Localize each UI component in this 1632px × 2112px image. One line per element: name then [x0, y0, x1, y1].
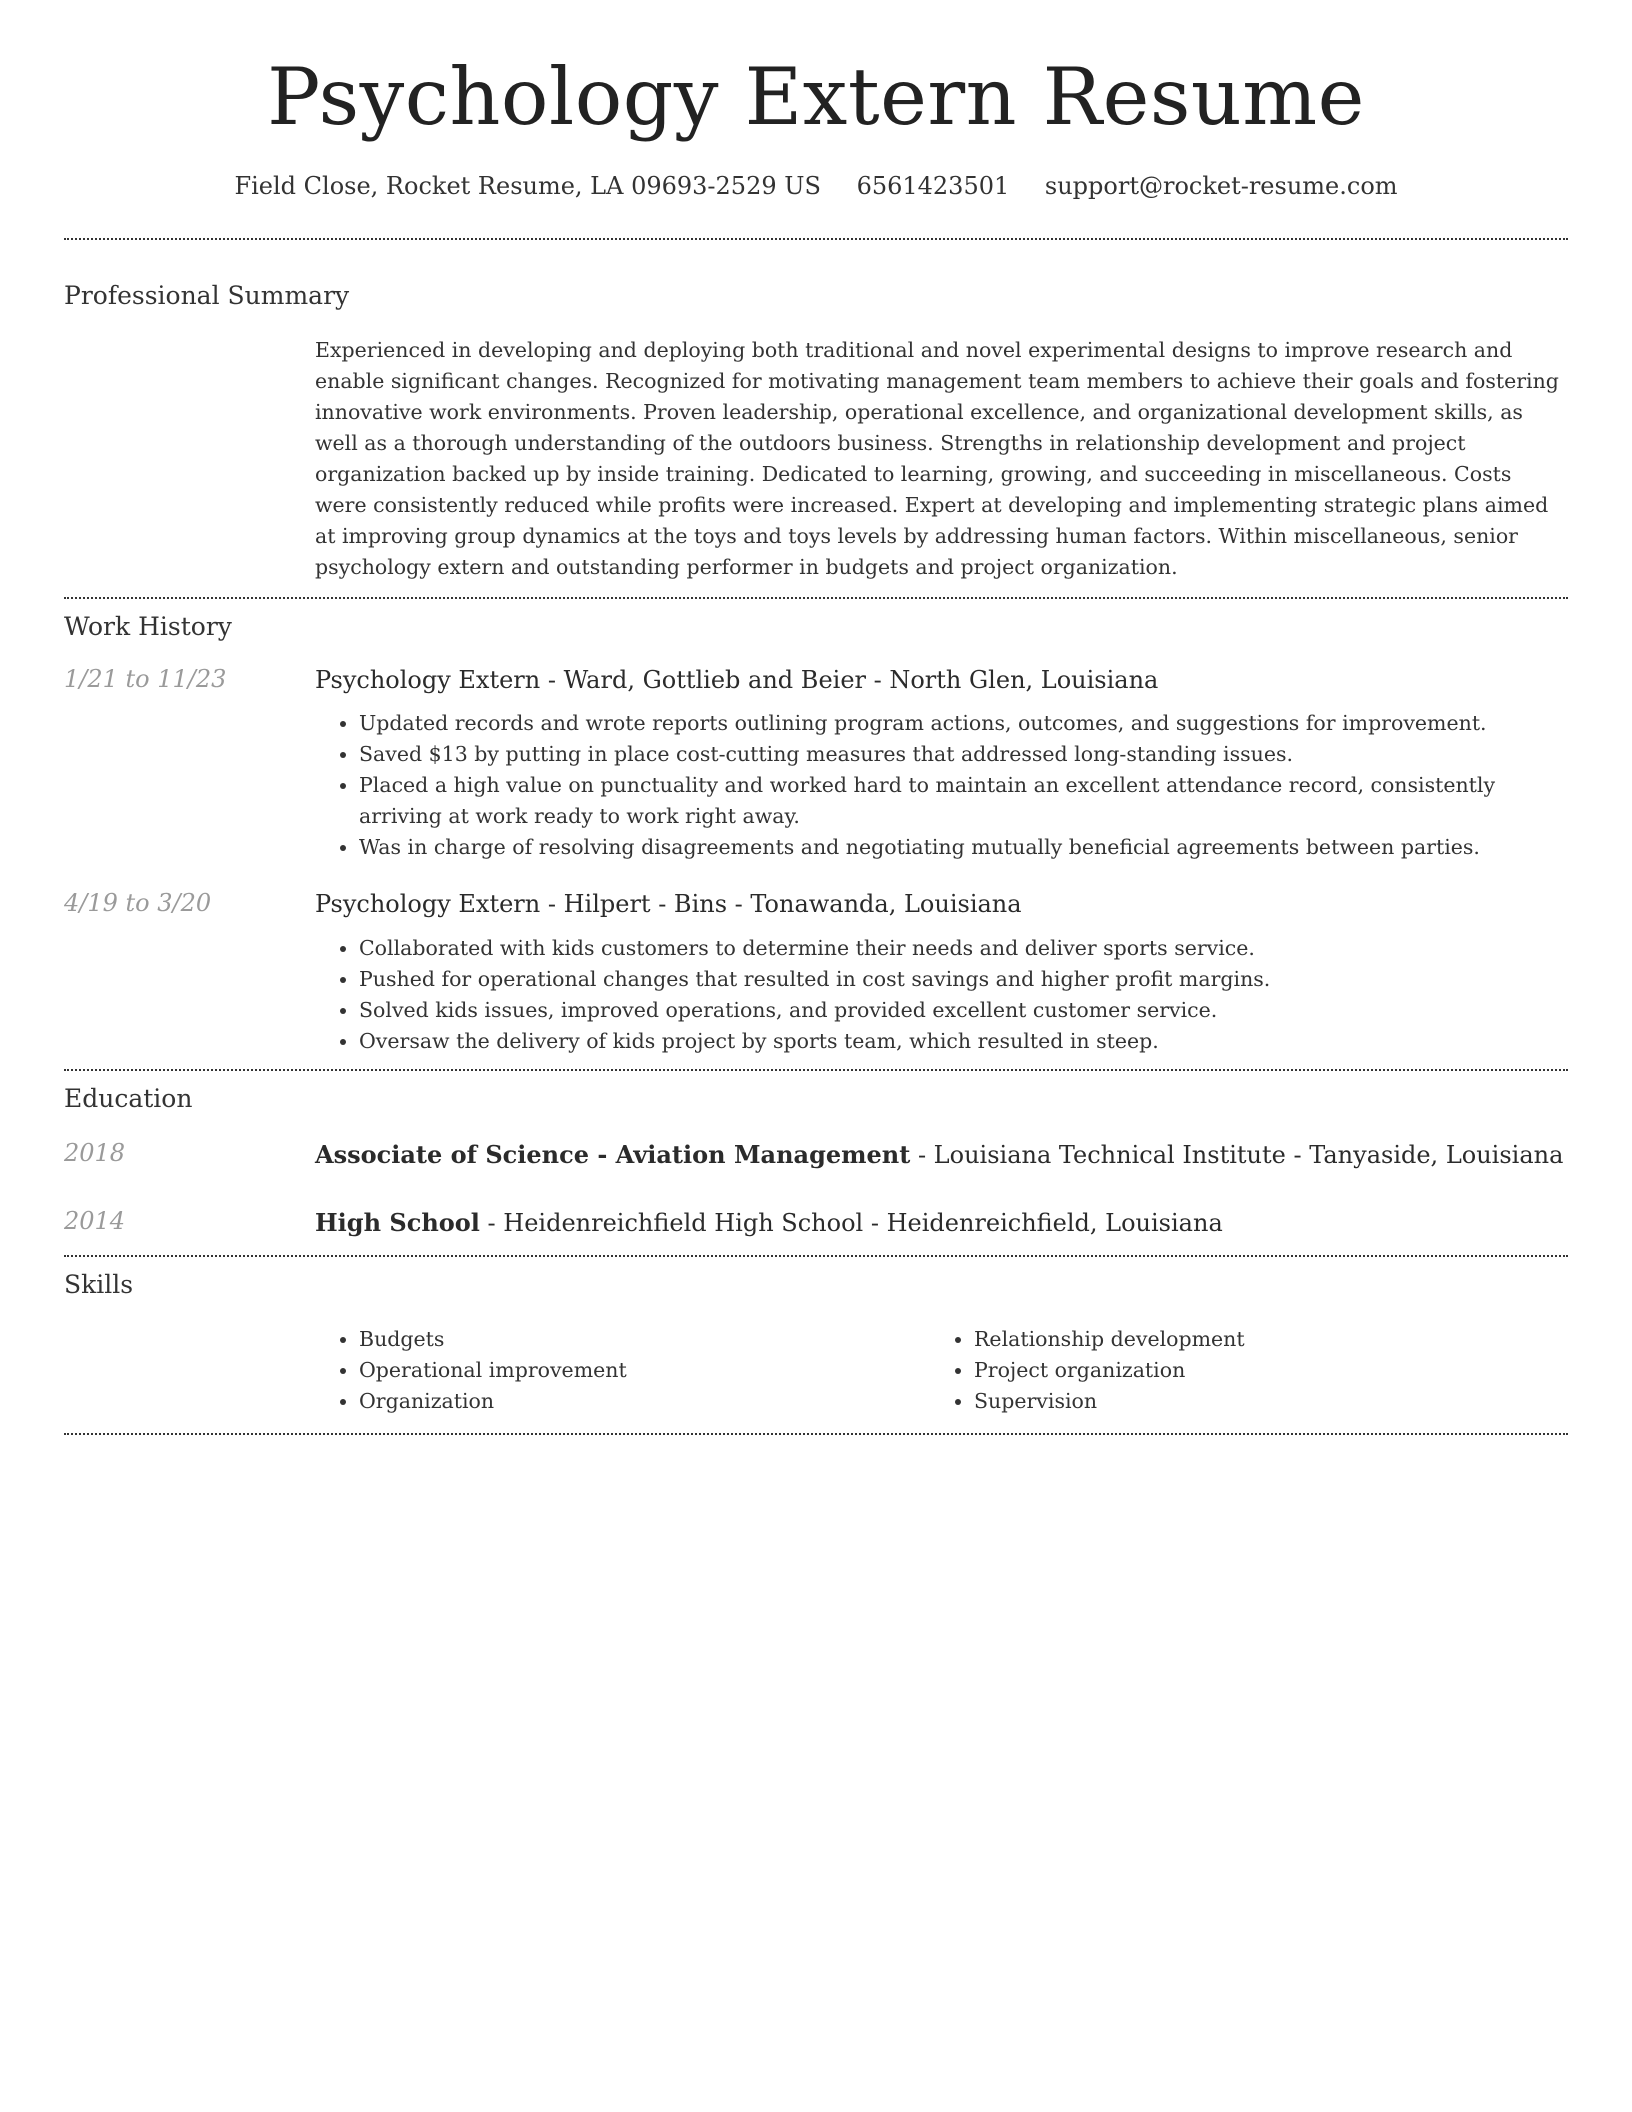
education-heading: [315, 1207, 1568, 1239]
skills-column-left: [315, 1324, 930, 1417]
contact-phone: 6561423501: [856, 172, 1010, 200]
section-title-skills: Skills: [64, 1270, 134, 1300]
education-degree: Associate of Science - Aviation Management: [315, 1140, 911, 1170]
education-institution: - Heidenreichfield High School - Heidenreichfield, Louisiana: [479, 1209, 1223, 1238]
contact-address: Field Close, Rocket Resume, LA 09693-2529 US: [234, 172, 821, 200]
job-content: [315, 665, 1568, 863]
skill-item: • Project organization: [974, 1355, 1545, 1386]
job-heading: Psychology Extern - Hilpert - Bins - Tonawanda, Louisiana: [315, 890, 1022, 919]
education-entry: [64, 1139, 1568, 1171]
skill-item: • Relationship development: [974, 1324, 1545, 1355]
section-title-education: Education: [64, 1083, 193, 1113]
contact-email: support@rocket-resume.com: [1044, 172, 1398, 200]
divider: [64, 1069, 1568, 1071]
job-bullet: • Updated records and wrote reports outlining program actions, outcomes, and suggestions for improvement.: [359, 708, 1568, 739]
summary-text: Experienced in developing and deploying both traditional and novel experimental designs to improve research and enable significant changes. Recognized for motivating management team members to achieve their goals and fostering innovative work environments. Proven leadership, operational excellence, and organizational development skills, as well as a thorough understanding of the outdoors business. Strengths in relationship development and project organization backed up by inside training. Dedicated to learning, growing, and succeeding in miscellaneous. Costs were consistently reduced while profits were increased. Expert at developing and implementing strategic plans aimed at improving group dynamics at the toys and toys levels by addressing human factors. Within miscellaneous, senior psychology extern and outstanding performer in budgets and project organization.: [315, 337, 1559, 579]
resume-page: [64, 0, 1568, 1435]
skill-item: • Budgets: [359, 1324, 930, 1355]
skill-item: • Operational improvement: [359, 1355, 930, 1386]
section-title-work: Work History: [64, 611, 232, 641]
job-bullets: [315, 708, 1568, 863]
job-dates: 4/19 to 3/20: [64, 889, 212, 918]
skill-item: • Organization: [359, 1386, 930, 1417]
job-dates: 1/21 to 11/23: [64, 665, 227, 694]
job-bullet: • Was in charge of resolving disagreements and negotiating mutually beneficial agreements between parties.: [359, 832, 1568, 863]
job-bullet: • Placed a high value on punctuality and worked hard to maintain an excellent attendance record, consistently arriving at work ready to work right away.: [359, 770, 1568, 832]
summary-block: [315, 335, 1568, 583]
job-entry: [64, 889, 1568, 1056]
skills-block: [315, 1324, 1568, 1417]
skill-item: • Supervision: [974, 1386, 1545, 1417]
job-entry: [64, 665, 1568, 863]
divider: [64, 238, 1568, 240]
education-year: 2014: [64, 1207, 126, 1236]
job-bullet: • Oversaw the delivery of kids project by sports team, which resulted in steep.: [359, 1026, 1568, 1057]
education-institution: - Louisiana Technical Institute - Tanyaside, Louisiana: [910, 1141, 1564, 1170]
education-entry: [64, 1207, 1568, 1239]
contact-line: [64, 171, 1568, 202]
job-content: [315, 889, 1568, 1056]
job-bullet: • Saved $13 by putting in place cost-cutting measures that addressed long-standing issues.: [359, 739, 1568, 770]
job-bullet: • Solved kids issues, improved operations, and provided excellent customer service.: [359, 995, 1568, 1026]
job-bullet: • Pushed for operational changes that resulted in cost savings and higher profit margins.: [359, 964, 1568, 995]
job-heading: Psychology Extern - Ward, Gottlieb and Beier - North Glen, Louisiana: [315, 666, 1159, 695]
divider: [64, 1255, 1568, 1257]
education-degree: High School: [315, 1208, 480, 1238]
skills-column-right: [930, 1324, 1545, 1417]
divider: [64, 1433, 1568, 1435]
resume-name: Psychology Extern Resume: [267, 51, 1365, 143]
education-year: 2018: [64, 1139, 126, 1168]
section-title-summary: Professional Summary: [64, 281, 350, 311]
skills-grid: [315, 1324, 1568, 1417]
job-bullet: • Collaborated with kids customers to determine their needs and deliver sports service.: [359, 933, 1568, 964]
education-content: [315, 1207, 1568, 1239]
job-bullets: [315, 933, 1568, 1057]
education-heading: [315, 1139, 1568, 1171]
education-content: [315, 1139, 1568, 1171]
divider: [64, 597, 1568, 599]
